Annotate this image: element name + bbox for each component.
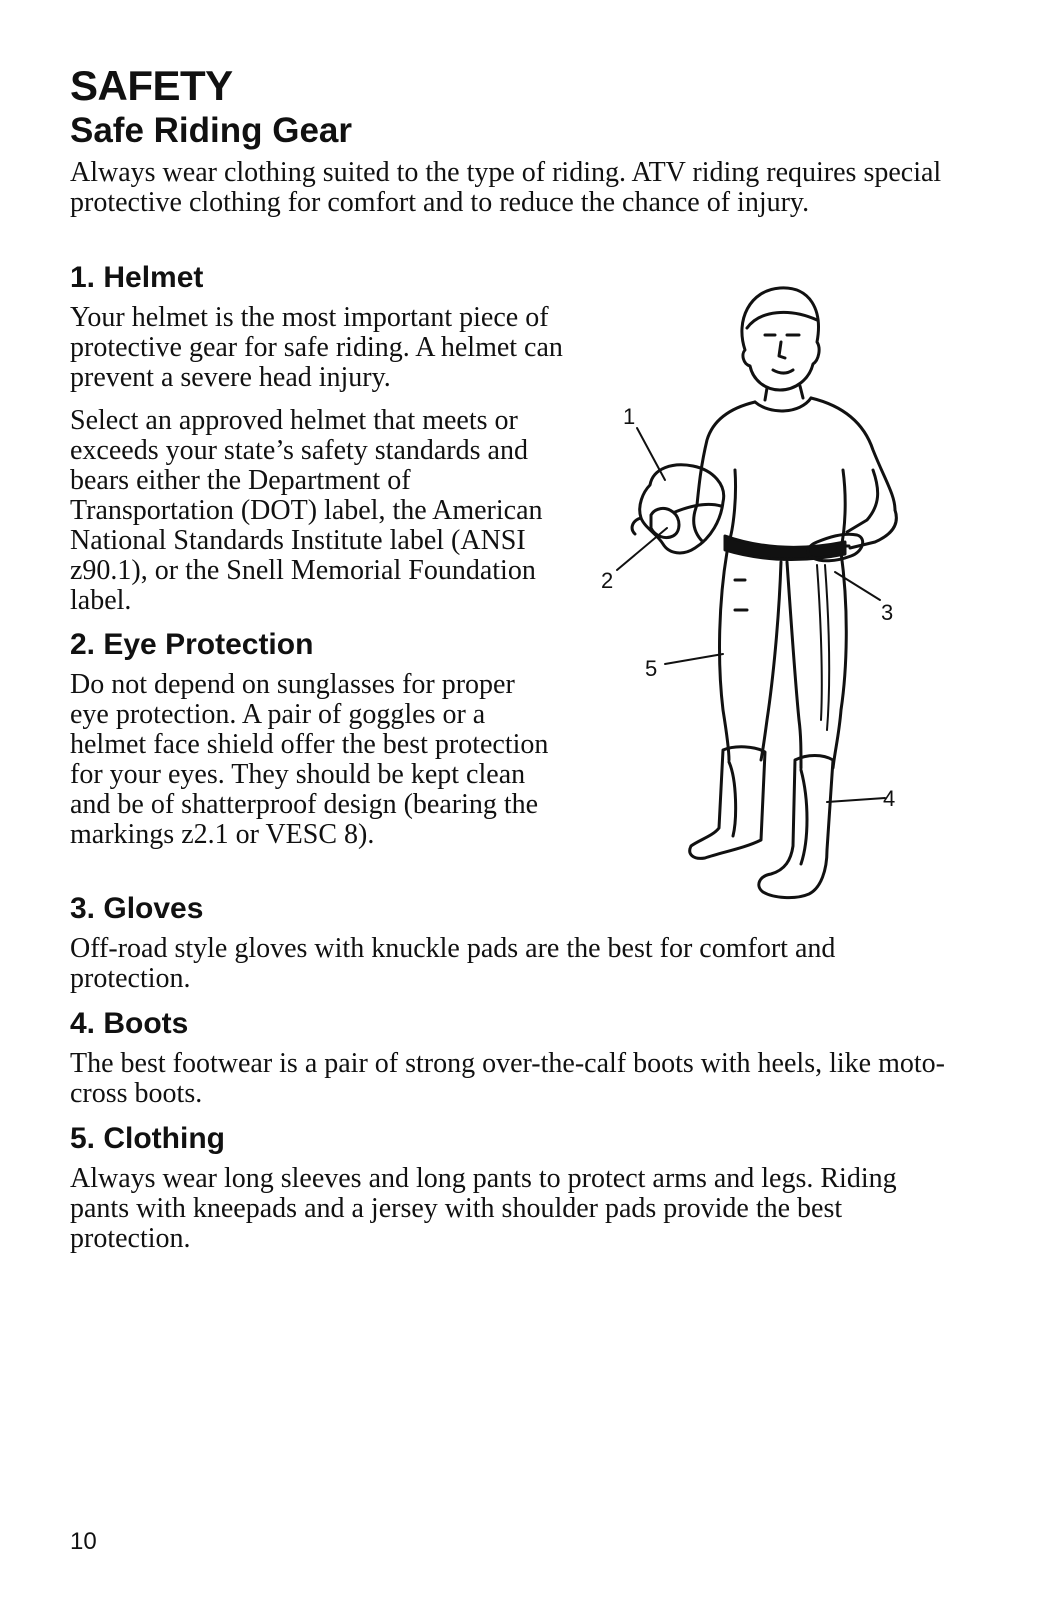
page-number: 10 [70, 1528, 97, 1555]
callout-4: 4 [883, 786, 896, 811]
pants-drawing [720, 552, 847, 768]
callout-3: 3 [881, 600, 894, 625]
boots-heading: 4. Boots [70, 1007, 189, 1040]
helmet-heading: 1. Helmet [70, 261, 204, 294]
helmet-paragraph-1: Your helmet is the most important piece of protective gear for safe riding. A helmet can prevent a severe head injury. [70, 302, 563, 393]
boots-paragraph: The best footwear is a pair of strong over-the-calf boots with heels, like moto-cross boots. [70, 1048, 945, 1109]
gloves-paragraph: Off-road style gloves with knuckle pads are the best for comfort and protection. [70, 933, 836, 994]
boots-drawing [690, 747, 833, 898]
helmet-paragraph-2: Select an approved helmet that meets or exceeds your state’s safety standards and bears either the Department of Transportation (DOT) label, the American National Standards Institute label (ANSI z90.1), or the Snell Memorial Foundation label. [70, 405, 543, 616]
page-title: SAFETY [70, 62, 233, 109]
rider-gear-illustration [595, 280, 925, 930]
eye-protection-paragraph: Do not depend on sunglasses for proper eye protection. A pair of goggles or a helmet face shield offer the best protection for your eyes. They should be kept clean and be of shatterproof design (bearing the markings z2.1 or VESC 8). [70, 669, 549, 850]
intro-paragraph: Always wear clothing suited to the type of riding. ATV riding requires special protective clothing for comfort and to reduce the chance of injury. [70, 157, 942, 218]
helmet-drawing [632, 465, 724, 553]
callout-1: 1 [623, 404, 636, 429]
jersey-drawing [697, 398, 895, 550]
callout-2: 2 [601, 568, 614, 593]
section-title: Safe Riding Gear [70, 111, 353, 150]
gloves-heading: 3. Gloves [70, 892, 204, 925]
callout-5: 5 [645, 656, 658, 681]
clothing-heading: 5. Clothing [70, 1122, 225, 1155]
eye-protection-heading: 2. Eye Protection [70, 628, 314, 661]
clothing-paragraph: Always wear long sleeves and long pants to protect arms and legs. Riding pants with kneepads and a jersey with shoulder pads provide the best protection. [70, 1163, 897, 1254]
head-drawing [742, 288, 819, 411]
